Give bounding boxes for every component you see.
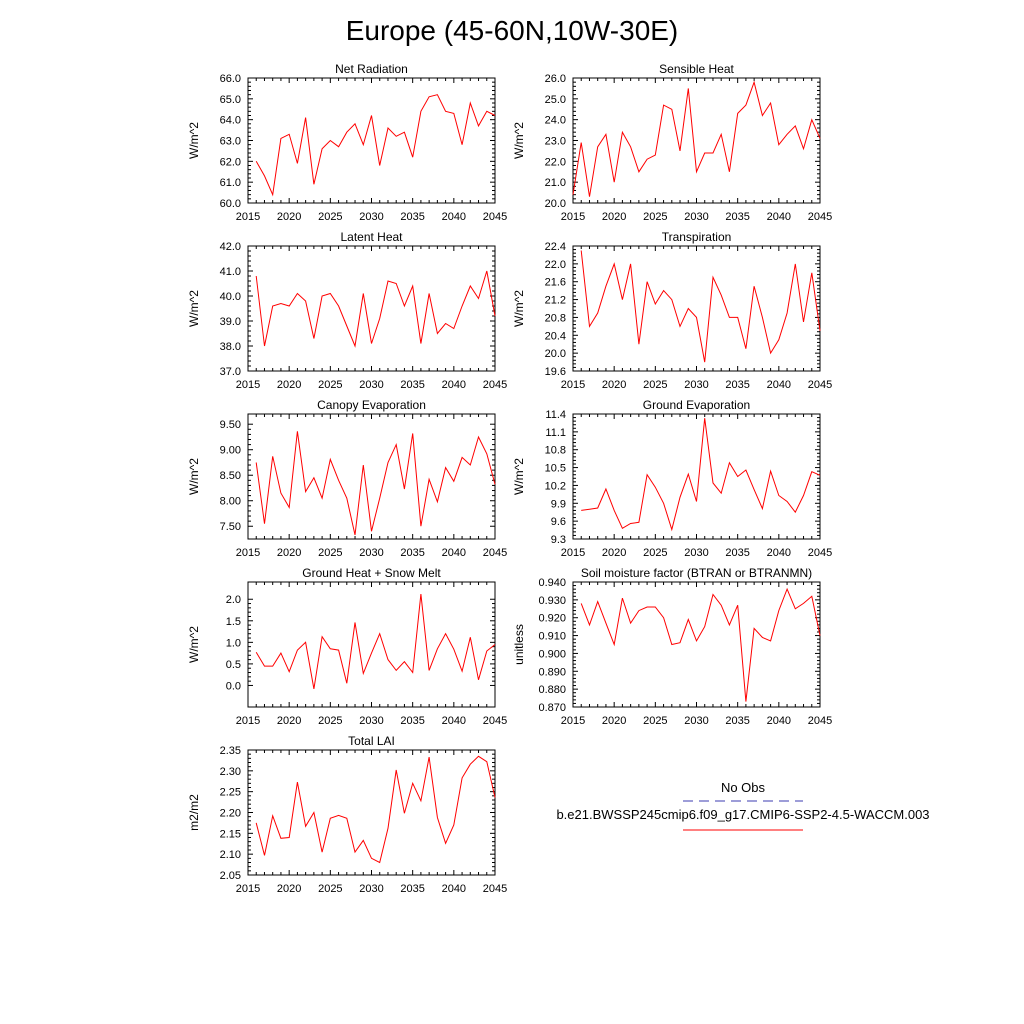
plot-frame — [573, 414, 820, 539]
y-tick-label: 10.8 — [544, 444, 566, 457]
y-tick-label: 0.900 — [538, 648, 566, 661]
y-tick-label: 66.0 — [219, 73, 241, 85]
plot-frame — [248, 78, 495, 203]
x-tick-label: 2015 — [235, 715, 261, 727]
x-tick-label: 2035 — [400, 547, 425, 559]
panel-title: Transpiration — [661, 230, 732, 244]
panel-title: Ground Heat + Snow Melt — [302, 566, 441, 580]
panel-title: Soil moisture factor (BTRAN or BTRANMN) — [580, 566, 813, 580]
x-tick-label: 2025 — [643, 379, 668, 391]
x-tick-label: 2025 — [318, 547, 343, 559]
x-tick-label: 2040 — [441, 715, 467, 727]
x-tick-label: 2020 — [276, 547, 302, 559]
chart-panel — [187, 398, 507, 559]
y-tick-label: 41.0 — [219, 266, 241, 278]
x-tick-label: 2035 — [725, 211, 750, 223]
y-tick-label: 7.50 — [219, 521, 241, 534]
y-axis-label: W/m^2 — [187, 458, 201, 495]
legend-model-label: b.e21.BWSSP245cmip6.f09_g17.CMIP6-SSP2-4.5-WACCM.003 — [556, 807, 930, 822]
y-tick-label: 39.0 — [219, 316, 241, 328]
y-tick-label: 0.880 — [538, 684, 566, 697]
x-tick-label: 2045 — [482, 547, 508, 559]
x-tick-label: 2020 — [601, 211, 627, 223]
y-axis-label: m2/m2 — [187, 794, 201, 831]
chart-panel — [187, 62, 507, 223]
y-tick-label: 0.930 — [538, 594, 566, 607]
x-tick-label: 2030 — [684, 547, 709, 559]
y-tick-label: 37.0 — [219, 366, 241, 378]
y-tick-label: 63.0 — [219, 135, 241, 148]
y-tick-label: 38.0 — [219, 341, 241, 353]
y-tick-label: 10.2 — [544, 480, 566, 493]
x-tick-label: 2045 — [482, 715, 508, 727]
y-tick-label: 0.0 — [225, 680, 241, 693]
x-tick-label: 2030 — [359, 211, 384, 223]
x-tick-label: 2030 — [359, 715, 384, 727]
page-title: Europe (45-60N,10W-30E) — [345, 15, 679, 46]
x-tick-label: 2015 — [235, 379, 261, 391]
y-tick-label: 8.00 — [219, 495, 241, 508]
y-tick-label: 2.15 — [219, 828, 241, 841]
y-tick-label: 21.0 — [544, 177, 566, 190]
y-tick-label: 65.0 — [219, 93, 241, 106]
x-tick-label: 2035 — [725, 715, 750, 727]
y-tick-label: 9.6 — [550, 516, 566, 529]
y-tick-label: 0.910 — [538, 630, 566, 643]
y-axis-label: unitless — [512, 624, 526, 665]
y-tick-label: 2.25 — [219, 786, 241, 799]
x-tick-label: 2025 — [318, 211, 343, 223]
y-tick-label: 26.0 — [544, 73, 566, 85]
y-axis-label: W/m^2 — [512, 290, 526, 327]
x-tick-label: 2045 — [807, 211, 833, 223]
x-tick-label: 2045 — [482, 211, 508, 223]
y-tick-label: 19.6 — [544, 366, 566, 378]
panel-title: Latent Heat — [340, 230, 403, 244]
y-axis-label: W/m^2 — [187, 122, 201, 159]
panels — [187, 62, 832, 895]
x-tick-label: 2020 — [276, 883, 302, 895]
x-tick-label: 2035 — [400, 379, 425, 391]
x-tick-label: 2030 — [684, 211, 709, 223]
x-tick-label: 2015 — [235, 883, 261, 895]
x-tick-label: 2020 — [601, 547, 627, 559]
y-tick-label: 8.50 — [219, 470, 241, 483]
x-tick-label: 2020 — [276, 379, 302, 391]
panel-title: Sensible Heat — [659, 62, 734, 76]
x-tick-label: 2040 — [441, 211, 467, 223]
x-tick-label: 2040 — [766, 547, 792, 559]
y-tick-label: 2.30 — [219, 765, 241, 778]
x-tick-label: 2015 — [235, 211, 261, 223]
x-tick-label: 2040 — [766, 211, 792, 223]
x-tick-label: 2030 — [684, 379, 709, 391]
y-tick-label: 0.890 — [538, 666, 566, 679]
plot-frame — [248, 414, 495, 539]
x-tick-label: 2020 — [601, 379, 627, 391]
y-tick-label: 25.0 — [544, 93, 566, 106]
x-tick-label: 2045 — [482, 379, 508, 391]
x-tick-label: 2035 — [400, 715, 425, 727]
x-tick-label: 2030 — [359, 379, 384, 391]
y-tick-label: 9.3 — [550, 534, 566, 546]
y-tick-label: 9.9 — [550, 498, 566, 511]
x-tick-label: 2015 — [560, 211, 586, 223]
y-tick-label: 11.4 — [545, 409, 566, 421]
y-tick-label: 24.0 — [544, 114, 566, 127]
x-tick-label: 2025 — [318, 883, 343, 895]
y-axis-label: W/m^2 — [187, 290, 201, 327]
series-line — [256, 431, 495, 535]
y-tick-label: 2.10 — [219, 849, 241, 862]
series-line — [256, 271, 495, 346]
panel-title: Canopy Evaporation — [317, 398, 426, 412]
y-tick-label: 11.1 — [545, 426, 566, 439]
y-tick-label: 20.0 — [544, 348, 566, 361]
series-line — [256, 756, 495, 862]
y-tick-label: 62.0 — [219, 156, 241, 169]
y-tick-label: 9.00 — [219, 444, 241, 457]
x-tick-label: 2040 — [766, 715, 792, 727]
series-line — [256, 95, 495, 195]
x-tick-label: 2025 — [643, 547, 668, 559]
y-tick-label: 61.0 — [219, 177, 241, 190]
x-tick-label: 2015 — [560, 547, 586, 559]
y-tick-label: 23.0 — [544, 135, 566, 148]
y-tick-label: 40.0 — [219, 291, 241, 303]
series-line — [573, 82, 820, 197]
y-tick-label: 22.4 — [544, 241, 566, 253]
chart-panel — [512, 62, 832, 223]
plot-frame — [573, 78, 820, 203]
x-tick-label: 2045 — [482, 883, 508, 895]
chart-panel — [187, 734, 507, 895]
x-tick-label: 2025 — [318, 379, 343, 391]
y-tick-label: 0.920 — [538, 612, 566, 625]
x-tick-label: 2040 — [441, 379, 467, 391]
chart-panel — [187, 230, 507, 391]
chart-panel — [187, 566, 507, 727]
series-line — [581, 251, 820, 363]
chart-panel — [512, 566, 832, 727]
panel-title: Total LAI — [348, 734, 395, 748]
x-tick-label: 2020 — [276, 715, 302, 727]
y-tick-label: 1.5 — [225, 615, 241, 628]
x-tick-label: 2035 — [725, 547, 750, 559]
y-tick-label: 20.8 — [544, 312, 566, 325]
y-tick-label: 1.0 — [225, 637, 241, 650]
x-tick-label: 2045 — [807, 379, 833, 391]
x-tick-label: 2020 — [276, 211, 302, 223]
y-tick-label: 10.5 — [544, 462, 566, 475]
y-tick-label: 2.35 — [219, 745, 241, 757]
series-line — [581, 589, 820, 702]
plot-frame — [573, 246, 820, 371]
x-tick-label: 2040 — [766, 379, 792, 391]
y-tick-label: 2.05 — [219, 870, 241, 882]
x-tick-label: 2045 — [807, 547, 833, 559]
legend-obs-label: No Obs — [720, 780, 766, 795]
x-tick-label: 2015 — [235, 547, 261, 559]
y-tick-label: 2.0 — [225, 594, 241, 607]
x-tick-label: 2030 — [359, 547, 384, 559]
plot-frame — [248, 582, 495, 707]
plot-frame — [248, 246, 495, 371]
y-axis-label: W/m^2 — [512, 458, 526, 495]
y-tick-label: 22.0 — [544, 258, 566, 271]
y-tick-label: 22.0 — [544, 156, 566, 169]
x-tick-label: 2025 — [318, 715, 343, 727]
chart-panel — [512, 398, 832, 559]
x-tick-label: 2035 — [400, 883, 425, 895]
y-tick-label: 2.20 — [219, 807, 241, 820]
x-tick-label: 2025 — [643, 715, 668, 727]
panel-title: Net Radiation — [335, 62, 408, 76]
y-axis-label: W/m^2 — [512, 122, 526, 159]
x-tick-label: 2040 — [441, 547, 467, 559]
plot-frame — [248, 750, 495, 875]
y-tick-label: 0.870 — [538, 702, 566, 714]
y-tick-label: 20.4 — [544, 330, 566, 343]
x-tick-label: 2020 — [601, 715, 627, 727]
x-tick-label: 2025 — [643, 211, 668, 223]
y-tick-label: 9.50 — [219, 419, 241, 432]
y-tick-label: 21.2 — [544, 294, 566, 307]
x-tick-label: 2015 — [560, 379, 586, 391]
y-tick-label: 21.6 — [544, 276, 566, 289]
y-tick-label: 0.5 — [225, 658, 241, 671]
y-tick-label: 42.0 — [219, 241, 241, 253]
y-tick-label: 0.940 — [538, 577, 566, 589]
y-tick-label: 20.0 — [544, 198, 566, 210]
x-tick-label: 2040 — [441, 883, 467, 895]
y-axis-label: W/m^2 — [187, 626, 201, 663]
x-tick-label: 2035 — [400, 211, 425, 223]
legend — [556, 780, 929, 830]
x-tick-label: 2035 — [725, 379, 750, 391]
y-tick-label: 64.0 — [219, 114, 241, 127]
x-tick-label: 2030 — [359, 883, 384, 895]
series-line — [581, 418, 820, 529]
panel-title: Ground Evaporation — [642, 398, 751, 412]
y-tick-label: 60.0 — [219, 198, 241, 210]
chart-panel — [512, 230, 832, 391]
x-tick-label: 2015 — [560, 715, 586, 727]
x-tick-label: 2030 — [684, 715, 709, 727]
series-line — [256, 594, 495, 689]
x-tick-label: 2045 — [807, 715, 833, 727]
